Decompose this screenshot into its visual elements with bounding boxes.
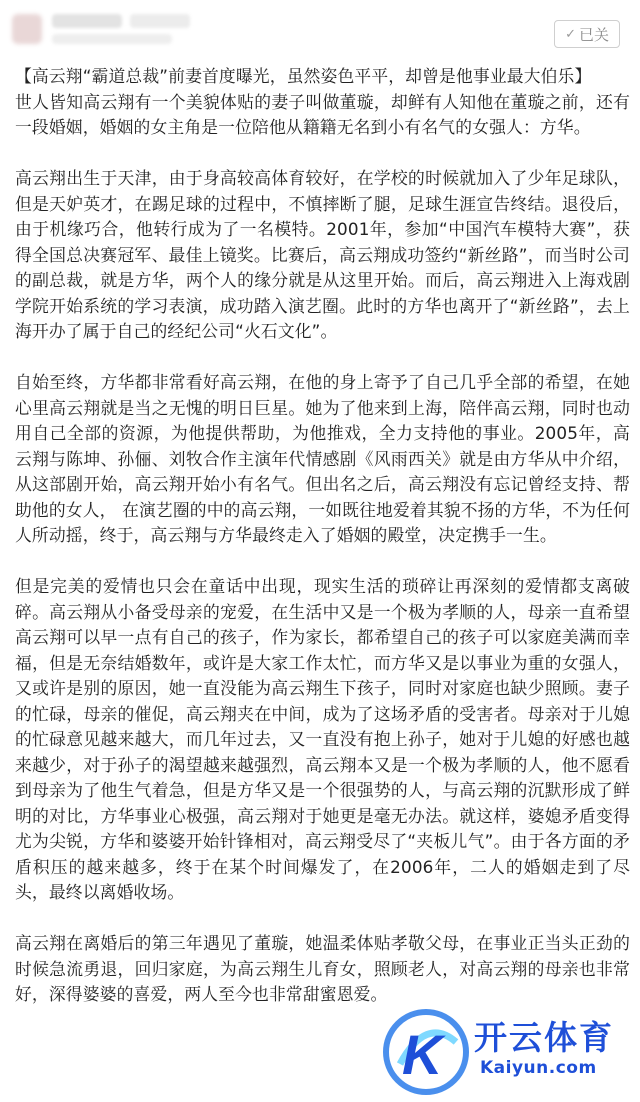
post-header [0,0,640,62]
watermark [380,1006,638,1098]
blurred-username [52,14,122,28]
watermark-logo-icon [380,1006,472,1098]
paragraph-early-career: 高云翔出生于天津，由于身高较高体育较好，在学校的时候就加入了少年足球队，但是天妒英才，在踢足球的过程中，不慎摔断了腿，足球生涯宣告终结。退役后，由于机缘巧合，他转行成为了一名模特。2001年，参加“中国汽车模特大赛”，获得全国总决赛冠军、最佳上镜奖。比赛后，高云翔成功签约“新丝路”，而当时公司的副总裁，就是方华，两个人的缘分就是从这里开始。而后，高云翔进入上海戏剧学院开始系统的学习表演，成功踏入演艺圈。此时的方华也离开了“新丝路”，去上海开办了属于自己的经纪公司“火石文化”。 [15,168,630,341]
blurred-meta [52,34,172,44]
article-body [15,64,630,1008]
follow-button[interactable] [554,20,620,48]
watermark-url: Kaiyun.com [480,1058,597,1078]
paragraph-intro: 世人皆知高云翔有一个美貌体贴的妻子叫做董璇，却鲜有人知他在董璇之前，还有一段婚姻，婚姻的女主角是一位陪他从籍籍无名到小有名气的女强人：方华。 [15,91,630,137]
follow-label: 已关 [578,25,609,44]
paragraph-conflict: 但是完美的爱情也只会在童话中出现，现实生活的琐碎让再深刻的爱情都支离破碎。高云翔从小备受母亲的宠爱，在生活中又是一个极为孝顺的人，母亲一直希望高云翔可以早一点有自己的孩子，作为家长，都希望自己的孩子可以家庭美满而幸福，但是无奈结婚数年，或许是大家工作太忙，而方华又是以事业为重的女强人，又或许是别的原因，她一直没能为高云翔生下孩子，同时对家庭也缺少照顾。妻子的忙碌，母亲的催促，高云翔夹在中间，成为了这场矛盾的受害者。母亲对于儿媳的忙碌意见越来越大，而几年过去，又一直没有抱上孙子，她对于儿媳的好感也越来越少，对于孙子的渴望越来越强烈，高云翔本又是一个极为孝顺的人，他不愿看到母亲为了他生气着急，但是方华又是一个很强势的人，与高云翔的沉默形成了鲜明的对比，方华事业心极强，高云翔对于她更是毫无办法。就这样，婆媳矛盾变得尤为尖锐，方华和婆婆开始针锋相对，高云翔受尽了“夹板儿气”。由于各方面的矛盾积压的越来越多，终于在某个时间爆发了，在2006年，二人的婚姻走到了尽头，最终以离婚收场。 [15,576,630,902]
blurred-username-extra [130,14,190,28]
watermark-name: 开云体育 [474,1018,614,1057]
paragraph-support: 自始至终，方华都非常看好高云翔，在他的身上寄予了自己几乎全部的希望，在她心里高云翔就是当之无愧的明日巨星。她为了他来到上海，陪伴高云翔，同时也动用自己全部的资源，为他提供帮助，为他推戏，全力支持他的事业。2005年，高云翔与陈坤、孙俪、刘牧合作主演年代情感剧《风雨西关》就是由方华从中介绍，从这部剧开始，高云翔开始小有名气。但出名之后，高云翔没有忘记曾经支持、帮助他的女人， 在演艺圈的中的高云翔，一如既往地爱着其貌不扬的方华，不为任何人所动摇，终于，高云翔与方华最终走入了婚姻的殿堂，决定携手一生。 [15,372,631,545]
svg-text:K: K [402,1023,443,1086]
check-icon: ✓ [565,26,576,42]
blurred-avatar [12,14,42,44]
article-title: 【高云翔“霸道总裁”前妻首度曝光，虽然姿色平平，却曾是他事业最大伯乐】 [15,66,592,86]
paragraph-after-divorce: 高云翔在离婚后的第三年遇见了董璇，她温柔体贴孝敬父母，在事业正当头正劲的时候急流勇退，回归家庭，为高云翔生儿育女，照顾老人，对高云翔的母亲也非常好，深得婆婆的喜爱，两人至今也非常甜蜜恩爱。 [15,933,630,1004]
